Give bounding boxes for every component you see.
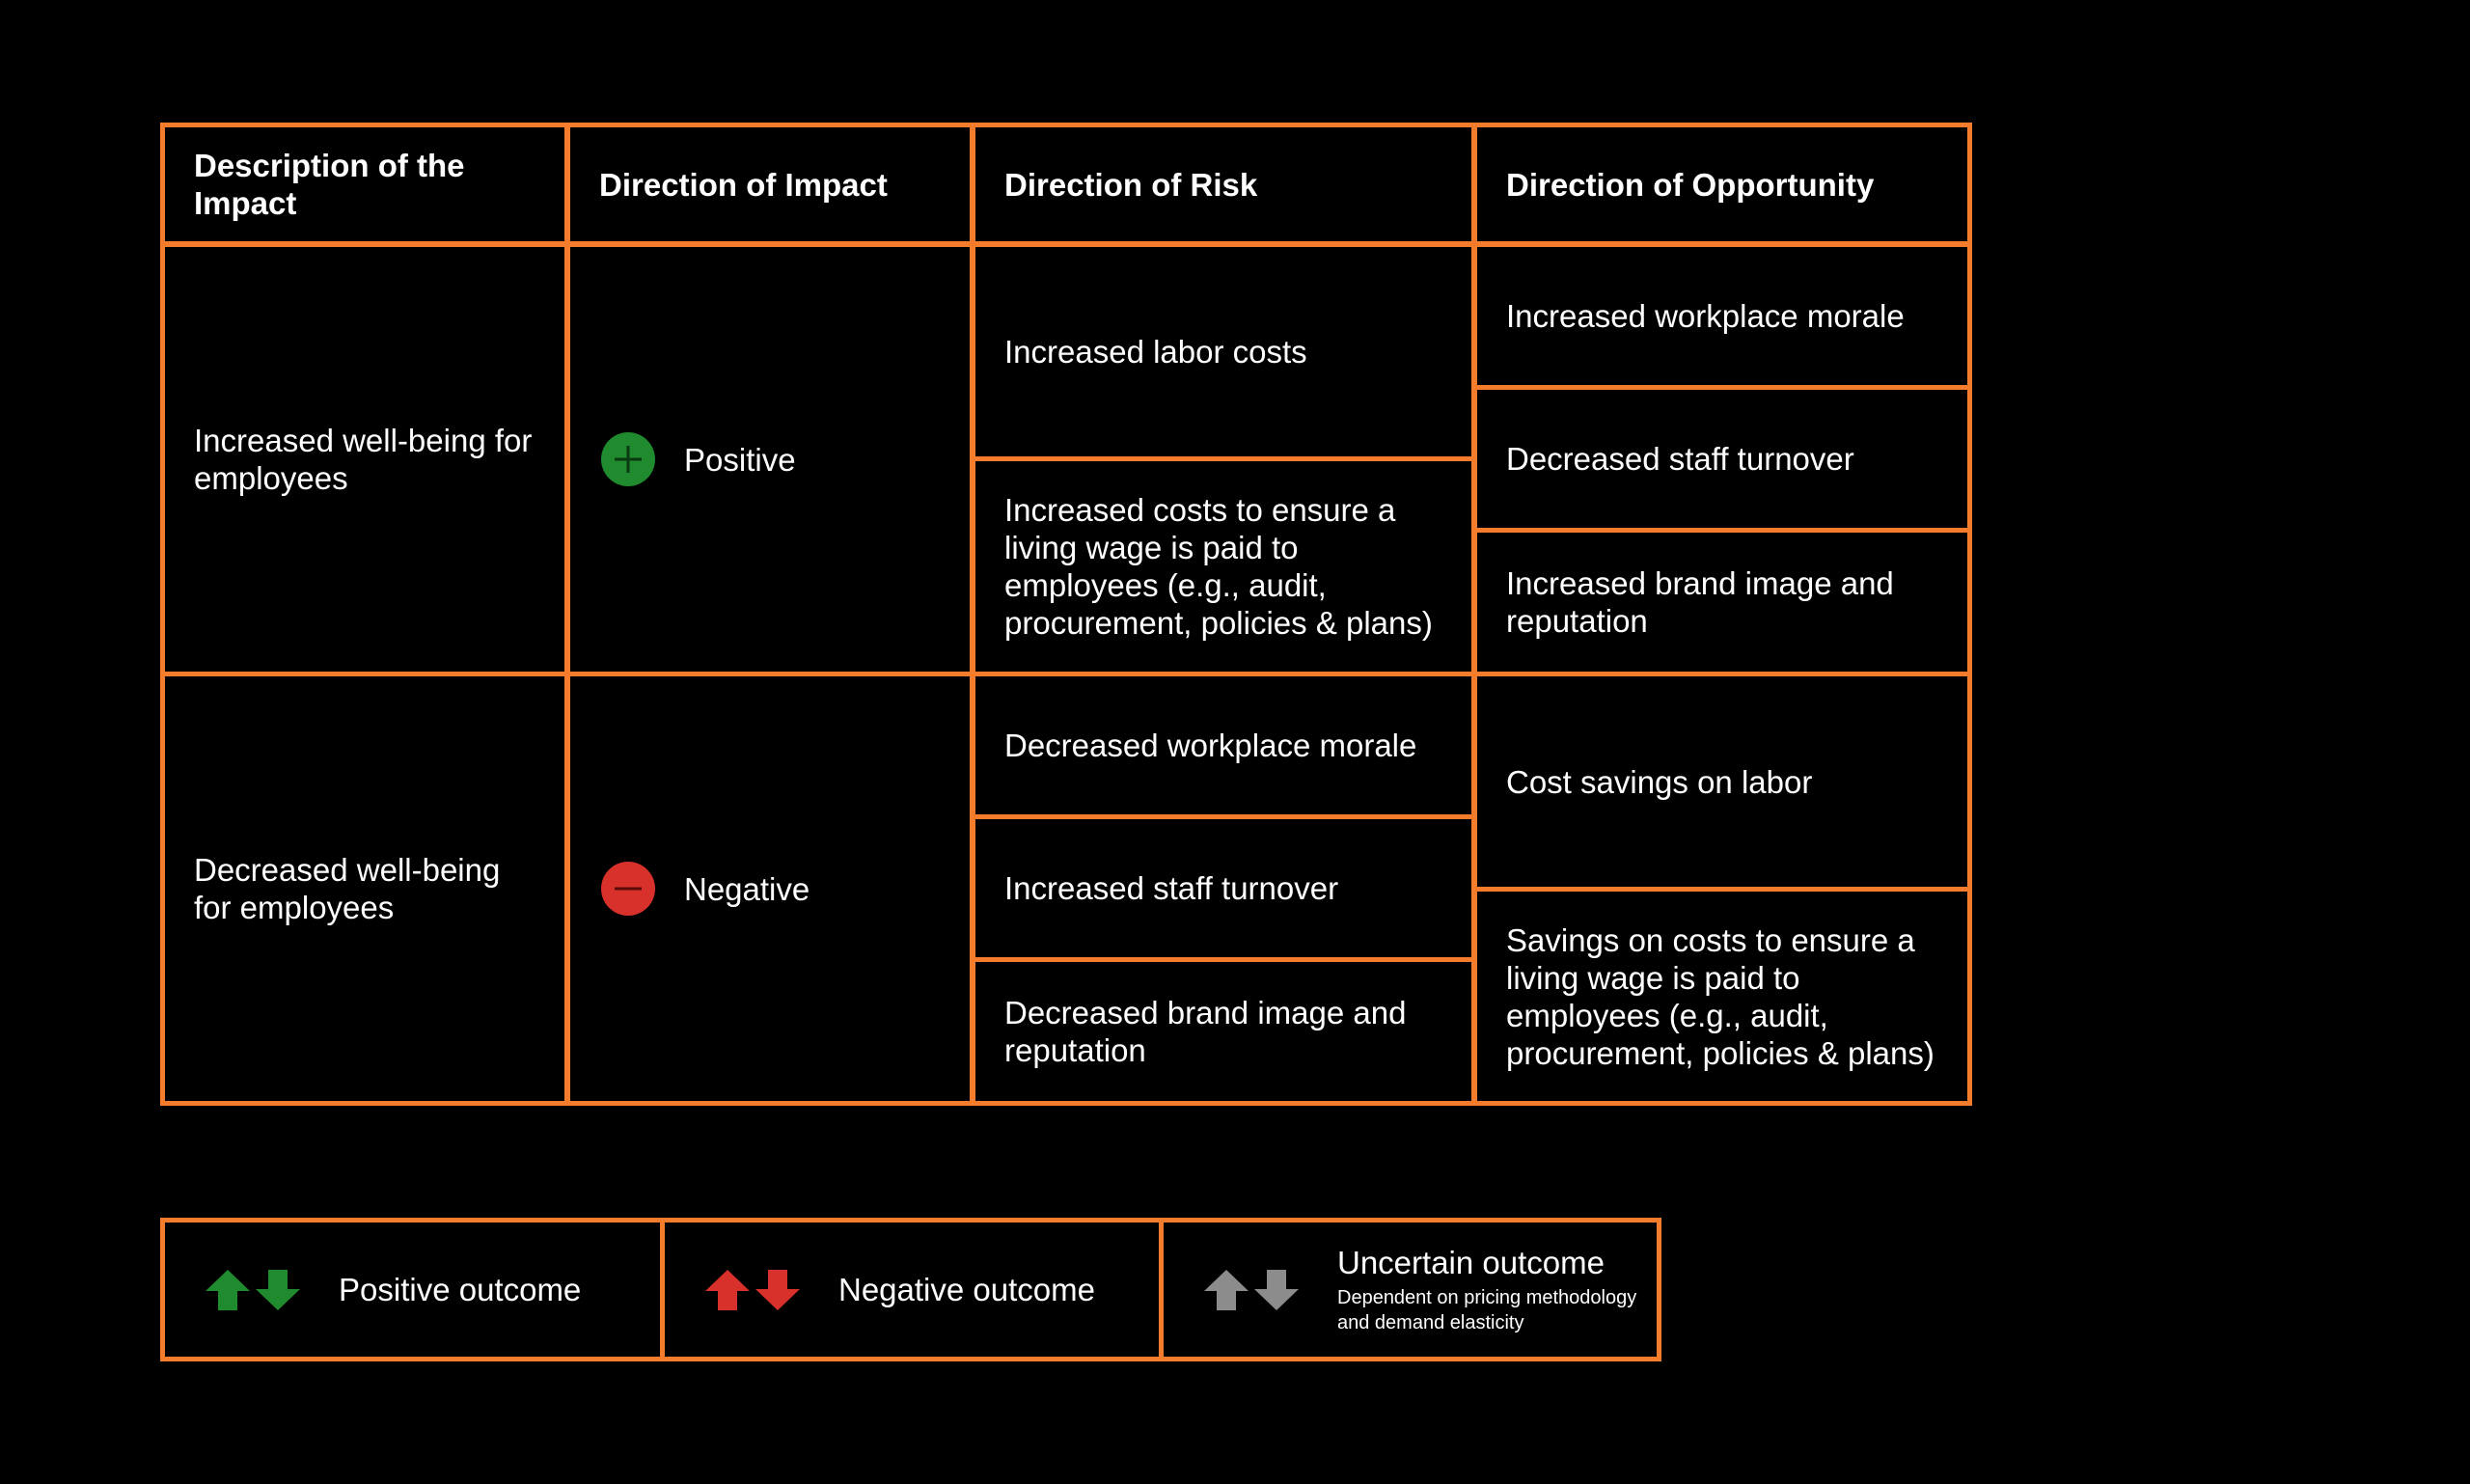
up-down-arrows-icon [703,1268,802,1312]
row-1-direction [565,242,974,676]
legend-uncertain-label: Uncertain outcome [1337,1245,1605,1280]
legend-uncertain-text [1337,1244,1646,1335]
row-1-description-text: Increased well-being for employees [194,423,533,496]
risk-text: Increased staff turnover [1004,870,1339,906]
legend-uncertain [1159,1218,1661,1361]
opportunity-text: Cost savings on labor [1506,763,1813,800]
legend-positive-label: Positive outcome [339,1272,582,1307]
header-direction-risk [971,123,1476,246]
row-2-risk-3 [971,957,1476,1106]
row-2-risk-1 [971,672,1476,819]
opportunity-text: Increased brand image and reputation [1506,565,1894,639]
risk-text: Increased costs to ensure a living wage is paid to employees (e.g., audit, procurement, policies & plans) [1004,492,1433,641]
row-1-opportunity-2 [1472,385,1972,533]
header-description [160,123,569,246]
row-2-opportunity-1 [1472,672,1972,892]
minus-circle-icon [601,862,655,916]
risk-text: Decreased workplace morale [1004,728,1417,763]
header-direction-opportunity [1472,123,1972,246]
row-1-risk-2 [971,456,1476,676]
risk-text: Increased labor costs [1004,334,1307,370]
legend-negative-label: Negative outcome [838,1272,1095,1307]
row-2-description-text: Decreased well-being for employees [194,852,501,925]
row-2-direction [565,672,974,1106]
header-direction-risk-label: Direction of Risk [1004,166,1258,203]
row-2-description [160,672,569,1106]
row-1-direction-label: Positive [684,441,796,478]
row-2-opportunity-2 [1472,887,1972,1106]
up-down-arrows-icon [204,1268,302,1312]
legend-negative [660,1218,1164,1361]
header-direction-impact-label: Direction of Impact [599,166,888,203]
row-1-risk-1 [971,242,1476,461]
header-description-label: Description of the Impact [194,148,465,221]
up-down-arrows-icon [1202,1268,1301,1312]
risk-text: Decreased brand image and reputation [1004,995,1407,1068]
row-1-description [160,242,569,676]
row-1-opportunity-3 [1472,528,1972,676]
row-2-direction-label: Negative [684,870,810,907]
row-2-risk-2 [971,814,1476,962]
plus-circle-icon [601,432,655,486]
header-direction-impact [565,123,974,246]
opportunity-text: Savings on costs to ensure a living wage is paid to employees (e.g., audit, procurement, policies & plans) [1506,921,1935,1071]
header-direction-opportunity-label: Direction of Opportunity [1506,166,1875,203]
opportunity-text: Increased workplace morale [1506,298,1905,334]
opportunity-text: Decreased staff turnover [1506,441,1854,477]
legend-positive [160,1218,665,1361]
row-1-opportunity-1 [1472,242,1972,390]
legend-uncertain-sublabel: Dependent on pricing methodology and demand elasticity [1337,1287,1637,1333]
